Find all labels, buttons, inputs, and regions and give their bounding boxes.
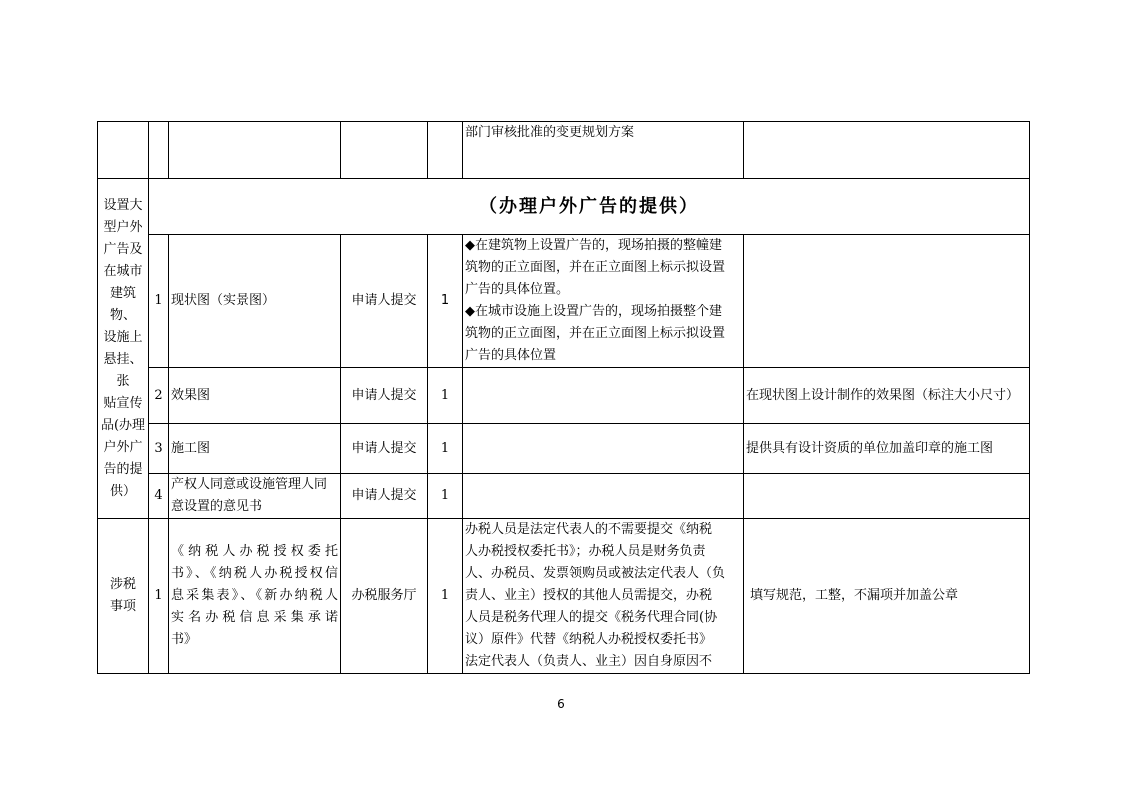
row-number: 1 [149,235,169,368]
material-cell [169,122,341,179]
page-number: 6 [557,697,565,711]
note-line: 议）原件》代替《纳税人办税授权委托书》 [465,632,713,647]
note-line: 法定代表人（负责人、业主）因自身原因不 [465,654,713,669]
material-remark: 填写规范，工整，不漏项并加盖公章 [744,519,1030,674]
material-count: 1 [428,235,463,368]
remark-cell [744,122,1030,179]
material-name: 效果图 [169,368,341,424]
category-ad-line: 设施上 [103,329,143,345]
material-name [169,519,341,674]
material-note [463,368,744,424]
material-source: 申请人提交 [341,235,428,368]
note-line: 人员是税务代理人的提交《税务代理合同(协 [465,610,718,625]
category-ad-line: 建筑物、 [109,285,136,323]
table-row [98,474,1030,519]
material-remark: 提供具有设计资质的单位加盖印章的施工图 [744,424,1030,474]
category-ad-line: 设置大 [103,197,143,213]
material-remark: 在现状图上设计制作的效果图（标注大小尺寸） [744,368,1030,424]
material-line: 书》、《纳税人办税授权信 [171,566,338,581]
category-ad-line: 告的提 [103,461,143,477]
material-note [463,519,744,674]
material-line: 《纳税人办税授权委托 [171,544,338,559]
category-cell [98,122,149,179]
category-ad-line: 品(办理 [100,417,146,433]
note-text: 部门审核批准的变更规划方案 [465,125,635,140]
note-line: ◆在城市设施上设置广告的，现场拍摄整个建 [465,304,722,319]
material-note [463,235,744,368]
num-cell [149,122,169,179]
note-line: ◆在建筑物上设置广告的，现场拍摄的整幢建 [465,238,722,253]
category-ad-line: 户外广 [103,439,143,455]
note-line: 人办税授权委托书》；办税人员是财务负责 [465,544,706,559]
note-line: 人、办税员、发票领购员或被法定代表人（负 [465,566,726,581]
note-line: 筑物的正立面图，并在正立面图上标示拟设置 [465,260,726,275]
material-count: 1 [428,424,463,474]
category-ad-line: 在城市 [103,263,143,279]
category-ad-line: 型户外 [103,219,143,235]
row-number: 1 [149,519,169,674]
section-title: （办理户外广告的提供） [149,179,1030,235]
material-source: 办税服务厅 [341,519,428,674]
material-line: 息采集表》、《新办纳税人 [171,588,338,603]
table-row [98,519,1030,674]
table-row [98,122,1030,179]
material-name: 现状图（实景图） [169,235,341,368]
material-source: 申请人提交 [341,424,428,474]
material-note [463,474,744,519]
requirements-table [97,121,1030,674]
material-line: 书》 [171,632,198,647]
note-line: 办税人员是法定代表人的不需要提交《纳税 [465,522,713,537]
category-ad-line: 贴宣传 [103,395,143,411]
material-count: 1 [428,519,463,674]
row-number: 4 [149,474,169,519]
section-row [98,179,1030,235]
material-line: 产权人同意或设施管理人同 [171,477,328,492]
material-name: 施工图 [169,424,341,474]
note-line: 广告的具体位置。 [465,282,570,297]
material-line: 意设置的意见书 [171,499,263,514]
note-line: 筑物的正立面图，并在正立面图上标示拟设置 [465,326,726,341]
table-row [98,235,1030,368]
material-remark [744,235,1030,368]
table-row [98,424,1030,474]
row-number: 2 [149,368,169,424]
category-ad-line: 供） [109,483,136,499]
material-count: 1 [428,368,463,424]
category-tax-line: 涉税 [109,577,136,592]
row-number: 3 [149,424,169,474]
material-note [463,424,744,474]
category-ad [98,179,149,519]
material-name [169,474,341,519]
count-cell [428,122,463,179]
material-count: 1 [428,474,463,519]
category-ad-line: 广告及 [103,241,143,257]
category-tax-line: 事项 [109,599,136,614]
material-line: 实名办税信息采集承诺 [171,610,338,625]
category-tax [98,519,149,674]
material-remark [744,474,1030,519]
table-row [98,368,1030,424]
source-cell [341,122,428,179]
note-line: 广告的具体位置 [465,348,557,363]
category-ad-line: 悬挂、张 [103,351,143,389]
material-source: 申请人提交 [341,474,428,519]
note-line: 责人、业主）授权的其他人员需提交，办税 [465,588,713,603]
note-cell [463,122,744,179]
material-source: 申请人提交 [341,368,428,424]
